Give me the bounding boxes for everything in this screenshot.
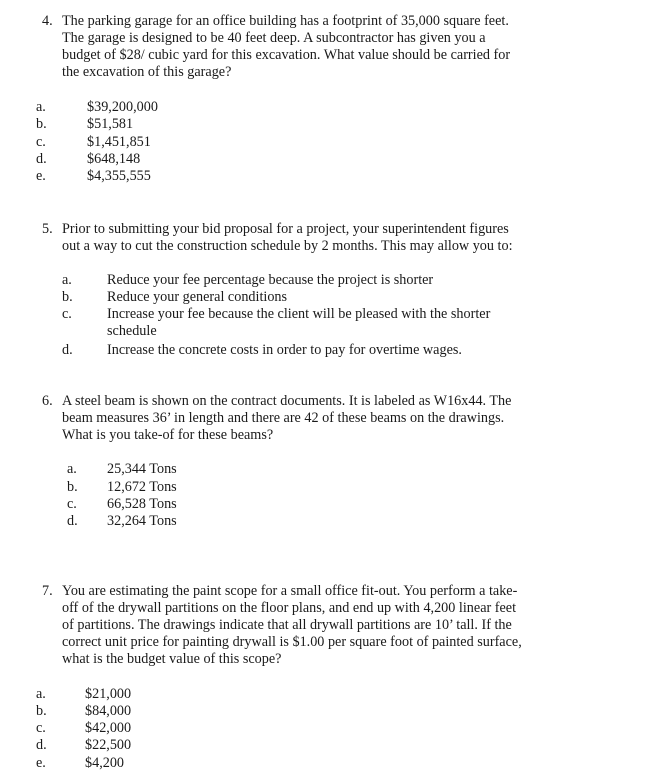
option-text: $648,148 [87, 151, 141, 167]
option-letter: b. [36, 703, 47, 719]
question-text-line: off of the drywall partitions on the floor plans, and end up with 4,200 linear feet [62, 600, 517, 616]
option-text: $21,000 [85, 686, 132, 702]
option-letter: a. [36, 99, 46, 115]
question-text-line: Prior to submitting your bid proposal for a project, your superintendent figures [62, 221, 509, 237]
option-text: Reduce your general conditions [107, 289, 288, 305]
question-number: 5. [42, 221, 53, 237]
option-text: Reduce your fee percentage because the project is shorter [107, 272, 434, 288]
question-text-line: out a way to cut the construction schedule by 2 months. This may allow you to: [62, 238, 513, 254]
option-letter: c. [36, 720, 46, 736]
question-number: 7. [42, 583, 53, 599]
option-letter: a. [36, 686, 46, 702]
question-text-line: correct unit price for painting drywall is $1.00 per square foot of painted surface, [62, 634, 522, 650]
option-text: $42,000 [85, 720, 132, 736]
question-text-line: You are estimating the paint scope for a small office fit-out. You perform a take- [62, 583, 518, 599]
option-letter: e. [36, 755, 46, 771]
option-letter: b. [36, 116, 47, 132]
option-text-line: schedule [107, 323, 157, 339]
option-text: $39,200,000 [87, 99, 158, 115]
question-number: 6. [42, 393, 53, 409]
option-text: 66,528 Tons [107, 496, 177, 512]
question-5 [42, 221, 642, 257]
question-6 [42, 393, 642, 447]
option-text: 12,672 Tons [107, 479, 177, 495]
option-letter: b. [67, 479, 78, 495]
option-letter: c. [36, 134, 46, 150]
question-text [62, 13, 510, 81]
option-letter: d. [36, 737, 47, 753]
option-letter: a. [62, 272, 72, 288]
option-text: Increase the concrete costs in order to pay for overtime wages. [107, 342, 462, 358]
question-4 [42, 13, 642, 83]
question-text-line: What is you take-of for these beams? [62, 427, 274, 443]
option-text: $22,500 [85, 737, 132, 753]
question-text-line: beam measures 36’ in length and there are 42 of these beams on the drawings. [62, 410, 505, 426]
option-letter: a. [67, 461, 77, 477]
question-text-line: A steel beam is shown on the contract documents. It is labeled as W16x44. The [62, 393, 512, 409]
option-text: $4,200 [85, 755, 125, 771]
option-letter: d. [36, 151, 47, 167]
option-letter: c. [62, 306, 72, 322]
option-letter: c. [67, 496, 77, 512]
question-text-line: The parking garage for an office building has a footprint of 35,000 square feet. [62, 13, 509, 29]
question-number: 4. [42, 13, 53, 29]
option-text [107, 306, 490, 340]
question-text-line: of partitions. The drawings indicate that all drywall partitions are 10’ tall. If the [62, 617, 512, 633]
option-letter: d. [62, 342, 73, 358]
question-text-line: what is the budget value of this scope? [62, 651, 282, 667]
question-text [62, 393, 511, 444]
option-letter: d. [67, 513, 78, 529]
option-text: $4,355,555 [87, 168, 151, 184]
option-text: $51,581 [87, 116, 134, 132]
option-text: $84,000 [85, 703, 132, 719]
option-letter: e. [36, 168, 46, 184]
option-text: $1,451,851 [87, 134, 151, 150]
option-text-line: Increase your fee because the client will be pleased with the shorter [107, 306, 491, 322]
option-text: 25,344 Tons [107, 461, 177, 477]
option-text: 32,264 Tons [107, 513, 177, 529]
option-letter: b. [62, 289, 73, 305]
question-text-line: The garage is designed to be 40 feet deep. A subcontractor has given you a [62, 30, 486, 46]
question-text [62, 221, 513, 255]
question-text-line: budget of $28/ cubic yard for this excavation. What value should be carried for [62, 47, 511, 63]
question-text [62, 583, 522, 668]
question-7 [42, 583, 642, 671]
question-text-line: the excavation of this garage? [62, 64, 232, 80]
